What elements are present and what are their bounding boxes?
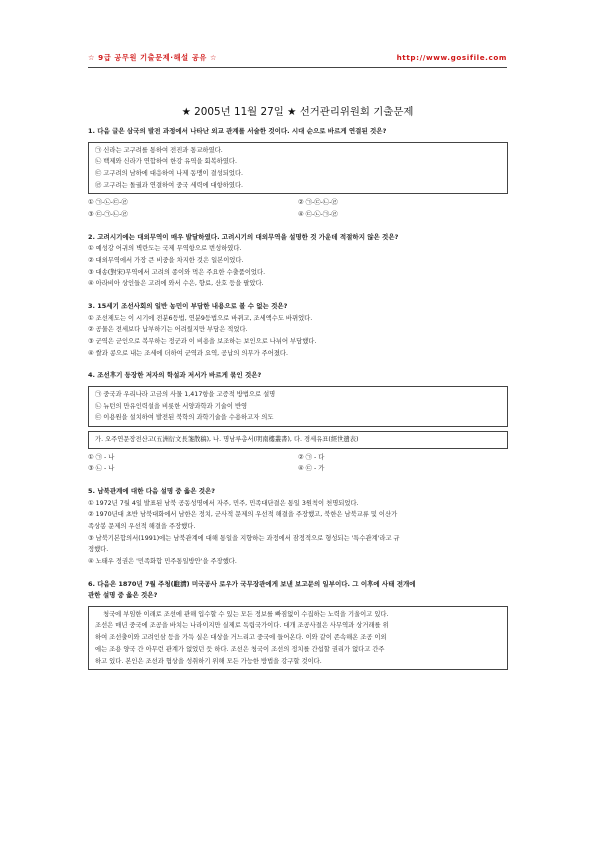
page-header: [88, 53, 507, 67]
answer-option[interactable]: ② 1970년대 초반 남북대화에서 남한은 정치, 군사적 문제의 우선적 해결을 주장했고, 북한은 남북교류 및 이산가: [88, 511, 398, 519]
question-text: 5. 남북관계에 대한 다음 설명 중 옳은 것은?: [88, 487, 216, 496]
question-2: [88, 232, 508, 290]
passage-box: [88, 142, 508, 195]
passage-line: ㉠ 신라는 고구려를 통하여 전진과 통교하였다.: [95, 146, 223, 154]
passage-line: ㉣ 고구려는 돌궐과 연결하여 중국 세력에 대항하였다.: [95, 181, 244, 189]
question-3: [88, 301, 508, 359]
book-list-line: 가. 오주연문장전산고(五洲衍文長箋散稿), 나. 명남루총서(明南樓叢書), 다. 경세유표(經世遺表): [95, 435, 359, 443]
answer-option[interactable]: ② ㉠-㉢-㉡-㉣: [298, 199, 338, 207]
answer-option[interactable]: ④ 쌀과 콩으로 내는 조세에 더하여 군역과 요역, 공납의 의무가 주어졌다.: [88, 349, 288, 357]
answer-option[interactable]: ④ ㉢-㉡-㉠-㉣: [298, 211, 338, 219]
answer-option[interactable]: ① 조선제도는 이 시기에 전분6등법, 연분9등법으로 바뀌고, 조세액수도 바뀌었다.: [88, 314, 313, 322]
question-1: [88, 126, 508, 221]
book-list-box: [88, 431, 508, 449]
answer-option[interactable]: ① ㉠ - 나: [88, 453, 115, 461]
answer-options: [88, 197, 508, 220]
page-title: ★ 2005년 11월 27일 ★ 선거관리위원회 기출문제: [181, 106, 414, 118]
question-text: 3. 15세기 조선사회의 일반 농민이 부담한 내용으로 볼 수 없는 것은?: [88, 302, 288, 311]
answer-option[interactable]: ③ ㉡ - 나: [88, 465, 115, 473]
answer-options: [88, 452, 508, 475]
answer-option[interactable]: ④ 노태우 정권은 '민족화합 민주통일방안'을 주장했다.: [88, 558, 237, 566]
passage-box: [88, 386, 508, 427]
passage-box: [88, 606, 508, 671]
answer-option[interactable]: ① ㉠-㉡-㉢-㉣: [88, 199, 128, 207]
answer-option[interactable]: ① 예성강 어귀의 벽란도는 국제 무역항으로 번성하였다.: [88, 245, 242, 253]
answer-option[interactable]: ③ 대송(對宋)무역에서 고려의 종이와 먹은 주요한 수출품이었다.: [88, 268, 266, 276]
question-4: [88, 370, 508, 475]
question-text-cont: 관한 설명 중 옳은 것은?: [88, 591, 158, 600]
question-text: 6. 다음은 1870년 7월 주청(駐淸) 미국공사 로우가 국무장관에게 보낸 보고문의 일부이다. 그 이후에 사태 전개에: [88, 579, 416, 588]
question-text: 1. 다음 글은 삼국의 발전 과정에서 나타난 외교 관계를 서술한 것이다. 시대 순으로 바르게 연결된 것은?: [88, 127, 387, 135]
passage-line: ㉡ 백제와 신라가 연합하여 한강 유역을 회복하였다.: [95, 158, 237, 166]
answer-option[interactable]: ① 1972년 7월 4일 발표된 남북 공동성명에서 자주, 민주, 민족대단결은 통일 3원칙이 천명되었다.: [88, 499, 359, 507]
passage-line: 청국에 부임한 이래로 조선에 관해 입수할 수 있는 모든 정보를 빠짐없이 수집하는 노력을 기울이고 있다.: [103, 610, 389, 618]
exam-content: [88, 126, 508, 673]
passage-line: ㉠ 중국과 우리나라 고금의 사물 1,417항을 고증적 방법으로 설명: [95, 390, 276, 398]
question-6: [88, 579, 508, 671]
question-5: [88, 486, 508, 568]
header-site-label: ☆ 9급 공무원 기출문제·해설 공유 ☆: [88, 53, 218, 62]
answer-option[interactable]: ③ 군역은 군인으로 복무하는 정군과 이 비용을 보조하는 보인으로 나뉘어 부담했다.: [88, 337, 317, 345]
passage-line: ㉢ 고구려의 남하에 대응하여 나제 동맹이 결성되었다.: [95, 169, 244, 177]
question-text: 2. 고려시기에는 대외무역이 매우 발달하였다. 고려시기의 대외무역을 설명한 것 가운데 적절하지 않은 것은?: [88, 232, 399, 241]
question-text: 4. 조선후기 등장한 저자의 학설과 저서가 바르게 묶인 것은?: [88, 371, 262, 380]
answer-option[interactable]: ② 공물은 전세보다 납부하기는 어려웠지만 부담은 적었다.: [88, 326, 248, 334]
answer-option[interactable]: ③ 남북기본합의서(1991)에는 남북관계에 대해 통일을 지향하는 과정에서 잠정적으로 형성되는 '특수관계'라고 규: [88, 534, 400, 542]
passage-line: ㉡ 뉴턴의 만유인력설을 비롯한 서양과학과 기술이 반영: [95, 402, 248, 410]
answer-option-cont: 정했다.: [88, 546, 109, 554]
header-divider: [88, 67, 507, 68]
header-url-link[interactable]: http://www.gosifile.com: [396, 53, 507, 62]
answer-option-cont: 족상봉 문제의 우선적 해결을 주장했다.: [88, 522, 196, 530]
passage-line: 하여 조선출이와 고려인삼 등을 가득 실은 대상을 거느리고 중국에 들어온다. 이와 같이 존속해온 조공 이외: [95, 634, 387, 642]
passage-line: 조선은 매년 중국에 조공을 바치는 나라이지만 실제로 독립국가이다. 대개 조공사절은 사무역과 상거래를 위: [95, 622, 389, 630]
passage-line: 하고 있다. 본인은 조선과 협상을 성취하기 위해 모든 가능한 방법을 강구할 것이다.: [95, 657, 322, 665]
passage-line: ㉢ 이용원을 설치하여 발전된 북학의 과학기술을 수용하고자 의도: [95, 414, 274, 422]
answer-option[interactable]: ② ㉠ - 다: [298, 453, 325, 461]
answer-option[interactable]: ④ ㉢ - 가: [298, 465, 325, 473]
answer-option[interactable]: ④ 아라비아 상인들은 고려에 와서 수은, 향료, 산호 등을 팔았다.: [88, 280, 264, 288]
answer-option[interactable]: ② 대외무역에서 가장 큰 비중을 차지한 것은 일본이었다.: [88, 256, 244, 264]
passage-line: 에는 조용 양국 간 아무런 관계가 없었던 듯 하다. 조선은 청국이 조선의 정치를 간섭할 권리가 없다고 간주: [95, 645, 385, 653]
answer-option[interactable]: ③ ㉢-㉠-㉡-㉣: [88, 211, 128, 219]
